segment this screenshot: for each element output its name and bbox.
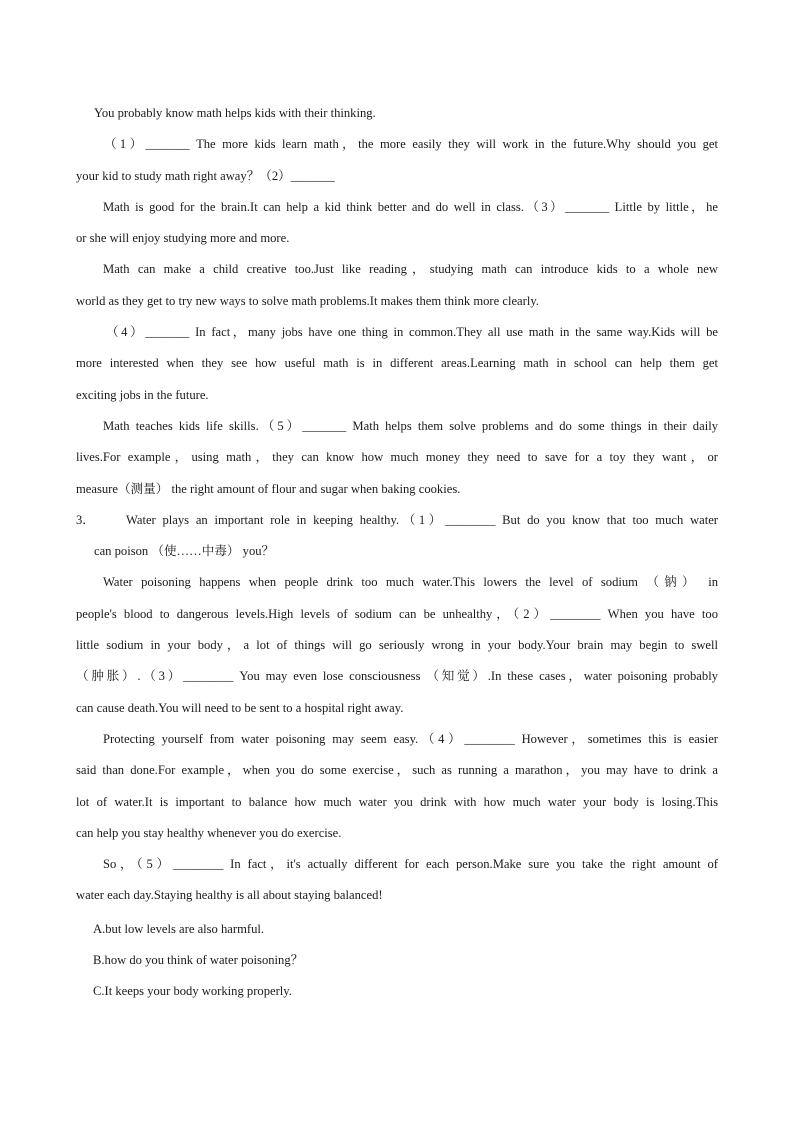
- passage-line: You probably know math helps kids with their thinking.: [94, 106, 376, 120]
- passage-line: Water poisoning happens when people drink too much water.This lowers the level of sodium （钠） in: [103, 575, 718, 590]
- passage-line: Math teaches kids life skills.（5）_______ Math helps them solve problems and do some things in their daily: [103, 418, 718, 433]
- document-page: [76, 98, 718, 1008]
- passage-line: Protecting yourself from water poisoning may seem easy.（4）________ However，sometimes this is easier: [103, 731, 718, 746]
- passage-line: more interested when they see how useful math is in different areas.Learning math in school can help them get: [76, 356, 718, 371]
- passage-line: can poison （使……中毒） you？: [94, 544, 275, 559]
- passage-line: lot of water.It is important to balance how much water you drink with how much water your body is losing.This: [76, 794, 718, 809]
- answer-option-a: A.but low levels are also harmful.: [93, 921, 265, 936]
- question-3-first-line: [76, 505, 718, 536]
- answer-option-c: C.It keeps your body working properly.: [93, 984, 292, 999]
- passage-line: little sodium in your body，a lot of things will go seriously wrong in your body.Your brain may begin to swell: [76, 638, 718, 653]
- passage-line: （4）_______ In fact，many jobs have one thing in common.They all use math in the same way.Kids will be: [106, 325, 718, 340]
- passage-line: can help you stay healthy whenever you do exercise.: [76, 825, 342, 840]
- passage-line: people's blood to dangerous levels.High levels of sodium can be unhealthy，（2）________ When you have too: [76, 606, 718, 621]
- passage-line: （1）_______ The more kids learn math，the more easily they will work in the future.Why should you get: [104, 137, 718, 152]
- passage-line: Water plays an important role in keeping healthy.（1）________ But do you know that too much water: [126, 512, 718, 527]
- passage-line: lives.For example，using math，they can know how much money they need to save for a toy they want，or: [76, 450, 718, 465]
- answer-option-b: B.how do you think of water poisoning？: [93, 953, 304, 968]
- passage-line: Math can make a child creative too.Just like reading，studying math can introduce kids to a whole new: [103, 262, 718, 277]
- passage-line: said than done.For example，when you do some exercise，such as running a marathon，you may have to drink a: [76, 763, 718, 778]
- passage-line: or she will enjoy studying more and more.: [76, 231, 290, 246]
- passage-line: world as they get to try new ways to solve math problems.It makes them think more clearly.: [76, 293, 539, 308]
- passage-line: Math is good for the brain.It can help a kid think better and do well in class.（3）_______ Little by little，he: [103, 199, 718, 214]
- passage-line: water each day.Staying healthy is all about staying balanced!: [76, 888, 383, 903]
- passage-line: measure（测量） the right amount of flour and sugar when baking cookies.: [76, 481, 461, 496]
- passage-line: （肿胀）.（3）________ You may even lose consciousness （知觉）.In these cases，water poisoning probably: [76, 669, 718, 684]
- passage-line: exciting jobs in the future.: [76, 387, 209, 402]
- question-number: 3．: [76, 512, 95, 527]
- passage-line: your kid to study math right away？（2）_______: [76, 168, 335, 183]
- passage-line: So，（5）________ In fact，it's actually different for each person.Make sure you take the right amount of: [103, 857, 718, 872]
- passage-line: can cause death.You will need to be sent to a hospital right away.: [76, 700, 404, 715]
